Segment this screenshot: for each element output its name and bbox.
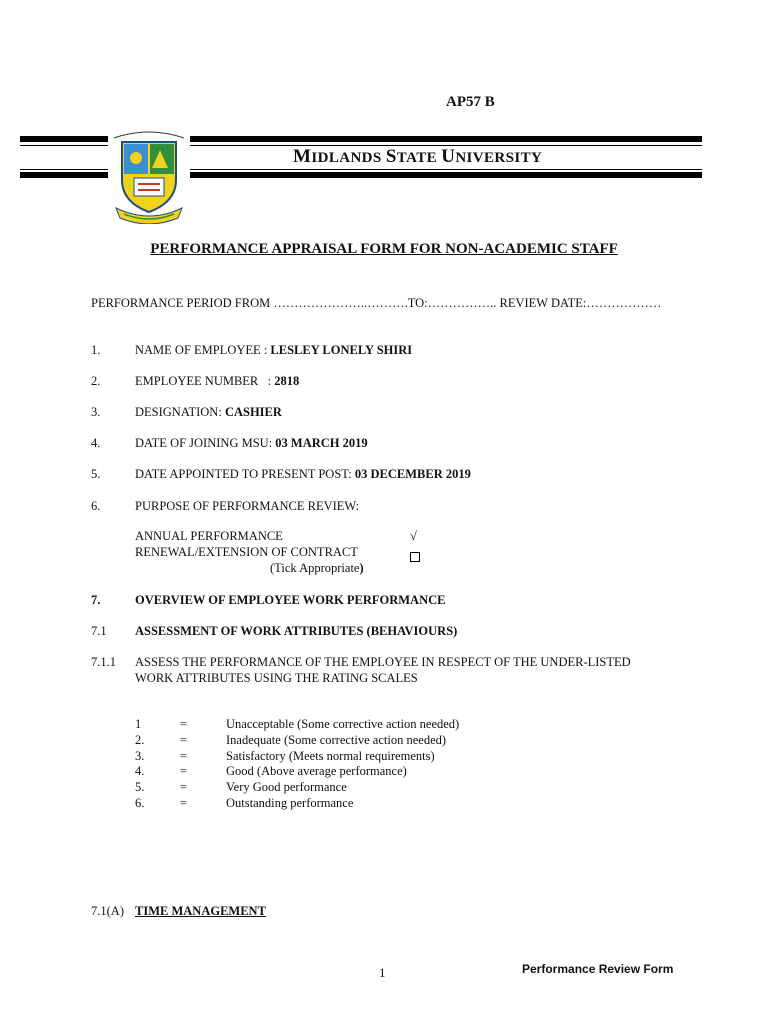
page-number: 1 <box>379 965 386 980</box>
rating-description: Outstanding performance <box>226 796 354 810</box>
rating-equals: = <box>180 764 188 778</box>
item-label: NAME OF EMPLOYEE : <box>135 343 271 357</box>
employee-number-value: 2818 <box>274 374 300 388</box>
designation-value: CASHIER <box>224 405 282 419</box>
checkbox-icon <box>410 552 420 562</box>
footer-label: Performance Review Form <box>522 962 674 976</box>
item-label: DESIGNATION: <box>135 405 225 419</box>
item-number: 4. <box>91 436 101 450</box>
rating-number: 6. <box>135 796 145 810</box>
tick-appropriate-note: (Tick Appropriate) <box>270 561 364 575</box>
section-7-1-1-line1: ASSESS THE PERFORMANCE OF THE EMPLOYEE IN RESPECT OF THE UNDER-LISTED <box>135 655 631 669</box>
annual-performance-label: ANNUAL PERFORMANCE <box>135 529 283 543</box>
form-code: AP57 B <box>446 94 495 110</box>
renewal-contract-checkbox[interactable] <box>410 548 420 566</box>
section-number: 7.1 <box>91 624 107 638</box>
item-label: DATE APPOINTED TO PRESENT POST: <box>135 467 355 481</box>
employee-number-row <box>135 374 299 389</box>
employee-name-value: LESLEY LONELY SHIRI <box>270 343 413 357</box>
rating-equals: = <box>180 796 188 810</box>
item-number: 5. <box>91 467 101 481</box>
section-number: 7.1.1 <box>91 655 116 669</box>
time-management-heading: TIME MANAGEMENT <box>135 904 266 918</box>
rating-number: 5. <box>135 780 145 794</box>
rating-description: Inadequate (Some corrective action needed) <box>226 733 447 747</box>
rating-description: Good (Above average performance) <box>226 764 407 778</box>
item-label: DATE OF JOINING MSU: <box>135 436 276 450</box>
university-crest-logo <box>108 128 190 224</box>
date-appointed-row <box>135 467 471 482</box>
section-number: 7. <box>91 593 101 607</box>
section-7-1-title: ASSESSMENT OF WORK ATTRIBUTES (BEHAVIOURS) <box>135 624 458 638</box>
item-number: 2. <box>91 374 101 388</box>
rating-number: 3. <box>135 749 145 763</box>
rating-description: Satisfactory (Meets normal requirements) <box>226 749 435 763</box>
rating-equals: = <box>180 733 188 747</box>
date-joining-value: 03 MARCH 2019 <box>275 436 368 450</box>
section-number: 7.1(A) <box>91 904 124 918</box>
purpose-heading: PURPOSE OF PERFORMANCE REVIEW: <box>135 499 360 513</box>
employee-name-row <box>135 343 412 358</box>
item-number: 3. <box>91 405 101 419</box>
annual-performance-tick[interactable]: √ <box>410 529 417 543</box>
section-7-title: OVERVIEW OF EMPLOYEE WORK PERFORMANCE <box>135 593 446 607</box>
rating-description: Unacceptable (Some corrective action needed) <box>226 717 460 731</box>
rating-number: 4. <box>135 764 145 778</box>
item-number: 1. <box>91 343 101 357</box>
designation-row <box>135 405 282 420</box>
item-number: 6. <box>91 499 101 513</box>
form-title: PERFORMANCE APPRAISAL FORM FOR NON-ACADEMIC STAFF <box>150 241 618 257</box>
renewal-contract-label: RENEWAL/EXTENSION OF CONTRACT <box>135 545 358 559</box>
rating-number: 2. <box>135 733 145 747</box>
section-7-1-1-line2: WORK ATTRIBUTES USING THE RATING SCALES <box>135 671 418 685</box>
rating-number: 1 <box>135 717 142 731</box>
performance-period-line: PERFORMANCE PERIOD FROM …………………..……….TO:…………….. REVIEW DATE:……………… <box>91 296 662 310</box>
rating-equals: = <box>180 780 188 794</box>
rating-description: Very Good performance <box>226 780 347 794</box>
university-name: MIDLANDS STATE UNIVERSITY <box>293 146 543 167</box>
rating-equals: = <box>180 717 188 731</box>
date-appointed-value: 03 DECEMBER 2019 <box>354 467 471 481</box>
item-label: EMPLOYEE NUMBER : <box>135 374 275 388</box>
rating-equals: = <box>180 749 188 763</box>
date-joining-row <box>135 436 368 451</box>
